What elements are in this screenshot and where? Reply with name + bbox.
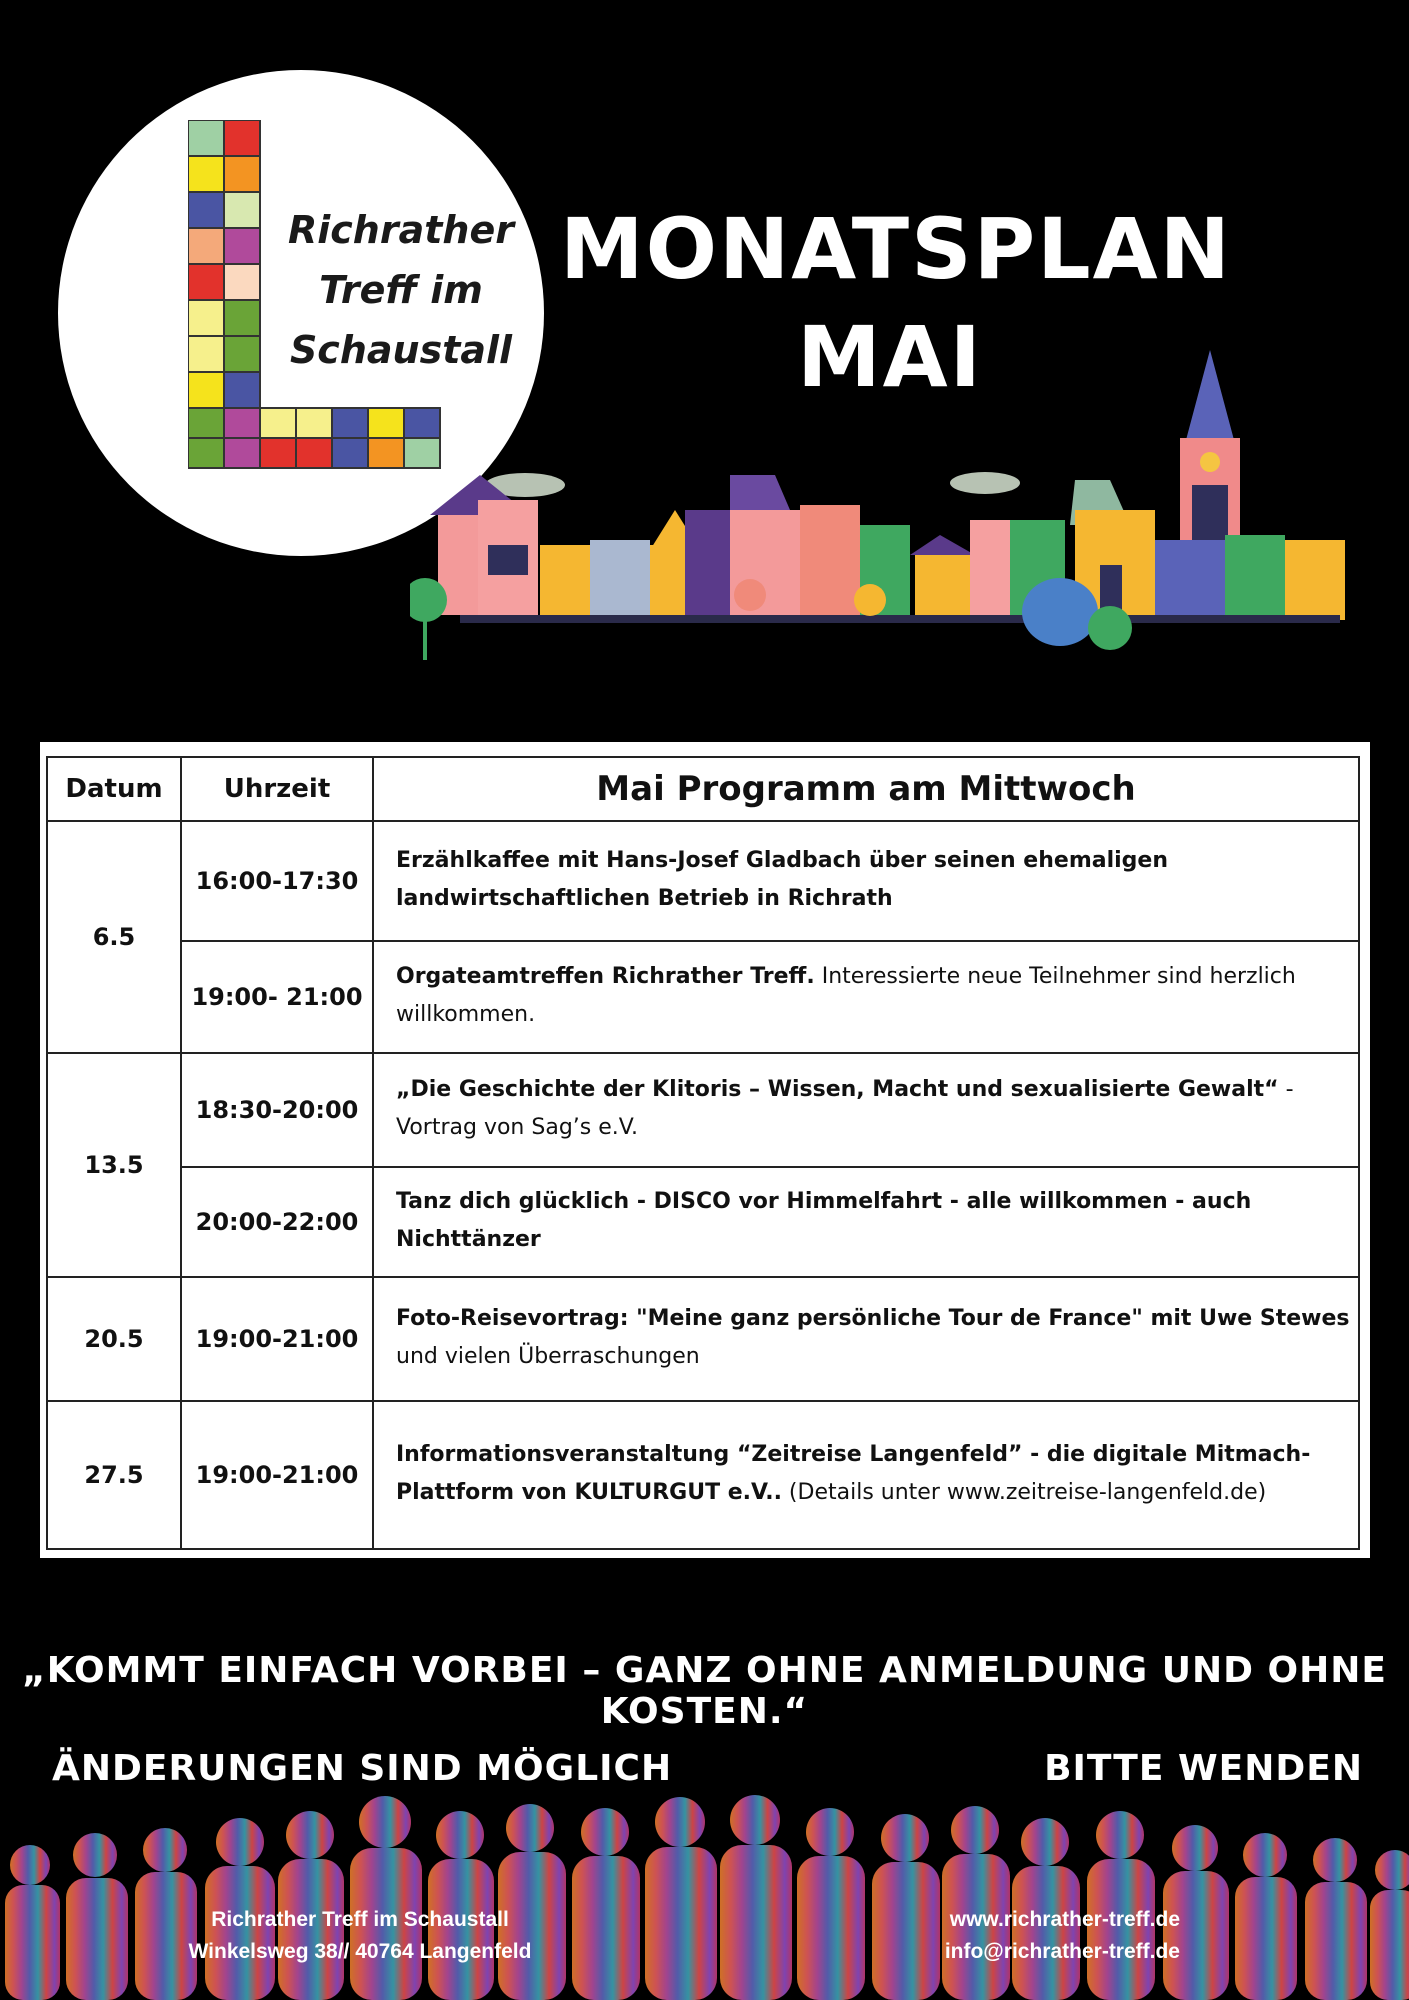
program-detail: Interessierte neue Teilnehmer sind herzlich willkommen. bbox=[396, 964, 1296, 1027]
date-cell: 13.5 bbox=[47, 1053, 181, 1277]
please-turn-note: BITTE WENDEN bbox=[1044, 1748, 1363, 1789]
program-title: „Die Geschichte der Klitoris – Wissen, Macht und sexualisierte Gewalt“ bbox=[396, 1077, 1279, 1102]
logo-line-1: Richrather bbox=[288, 208, 514, 252]
date-cell: 27.5 bbox=[47, 1401, 181, 1549]
table-row bbox=[47, 941, 1359, 1053]
program-title: Foto-Reisevortrag: "Meine ganz persönliche Tour de France" mit Uwe Stewes bbox=[396, 1306, 1350, 1331]
program-detail: (Details unter www.zeitreise-langenfeld.de) bbox=[781, 1480, 1267, 1505]
footer-email-link[interactable]: info@richrather-treff.de bbox=[944, 1940, 1180, 1963]
footer-website-link[interactable]: www.richrather-treff.de bbox=[949, 1908, 1180, 1931]
program-cell bbox=[373, 1167, 1359, 1277]
table-row bbox=[47, 1277, 1359, 1401]
town-skyline-illustration bbox=[410, 350, 1380, 680]
time-cell: 20:00-22:00 bbox=[181, 1167, 373, 1277]
table-row bbox=[47, 1401, 1359, 1549]
changes-note: ÄNDERUNGEN SIND MÖGLICH bbox=[52, 1748, 673, 1789]
time-cell: 16:00-17:30 bbox=[181, 821, 373, 941]
footer-org-name: Richrather Treff im Schaustall bbox=[211, 1908, 509, 1931]
footer-address-block bbox=[160, 1904, 560, 1968]
logo-line-3: Schaustall bbox=[289, 328, 513, 372]
footer-address: Winkelsweg 38// 40764 Langenfeld bbox=[188, 1940, 532, 1963]
header-time: Uhrzeit bbox=[181, 757, 373, 821]
header-date: Datum bbox=[47, 757, 181, 821]
schedule-table bbox=[46, 756, 1360, 1550]
footer-contact-block bbox=[850, 1904, 1180, 1968]
time-cell: 19:00-21:00 bbox=[181, 1401, 373, 1549]
program-cell bbox=[373, 941, 1359, 1053]
program-title: Informationsveranstaltung “Zeitreise Langenfeld” - die digitale Mitmach-Plattform von KULTURGUT e.V.. bbox=[396, 1442, 1311, 1505]
header-program: Mai Programm am Mittwoch bbox=[373, 757, 1359, 821]
invitation-quote: „KOMMT EINFACH VORBEI – GANZ OHNE ANMELDUNG UND OHNE KOSTEN.“ bbox=[22, 1650, 1387, 1732]
date-cell: 20.5 bbox=[47, 1277, 181, 1401]
time-cell: 19:00- 21:00 bbox=[181, 941, 373, 1053]
program-cell bbox=[373, 1053, 1359, 1167]
time-cell: 18:30-20:00 bbox=[181, 1053, 373, 1167]
table-header-row bbox=[47, 757, 1359, 821]
time-cell: 19:00-21:00 bbox=[181, 1277, 373, 1401]
title-line-2: MAI bbox=[797, 308, 983, 406]
program-cell bbox=[373, 821, 1359, 941]
program-title: Orgateamtreffen Richrather Treff. bbox=[396, 964, 815, 989]
program-cell bbox=[373, 1277, 1359, 1401]
program-detail: und vielen Überraschungen bbox=[396, 1344, 700, 1369]
table-row bbox=[47, 1167, 1359, 1277]
program-cell bbox=[373, 1401, 1359, 1549]
logo-line-2: Treff im bbox=[319, 268, 483, 312]
title-line-1: MONATSPLAN bbox=[560, 200, 1232, 298]
table-row bbox=[47, 1053, 1359, 1167]
schedule-panel bbox=[40, 742, 1370, 1558]
program-title: Tanz dich glücklich - DISCO vor Himmelfahrt - alle willkommen - auch Nichttänzer bbox=[396, 1189, 1252, 1252]
program-detail: - Vortrag von Sag’s e.V. bbox=[396, 1077, 1294, 1140]
table-row bbox=[47, 821, 1359, 941]
date-cell: 6.5 bbox=[47, 821, 181, 1053]
program-title: Erzählkaffee mit Hans-Josef Gladbach über seinen ehemaligen landwirtschaftlichen Betrieb in Richrath bbox=[396, 848, 1168, 911]
